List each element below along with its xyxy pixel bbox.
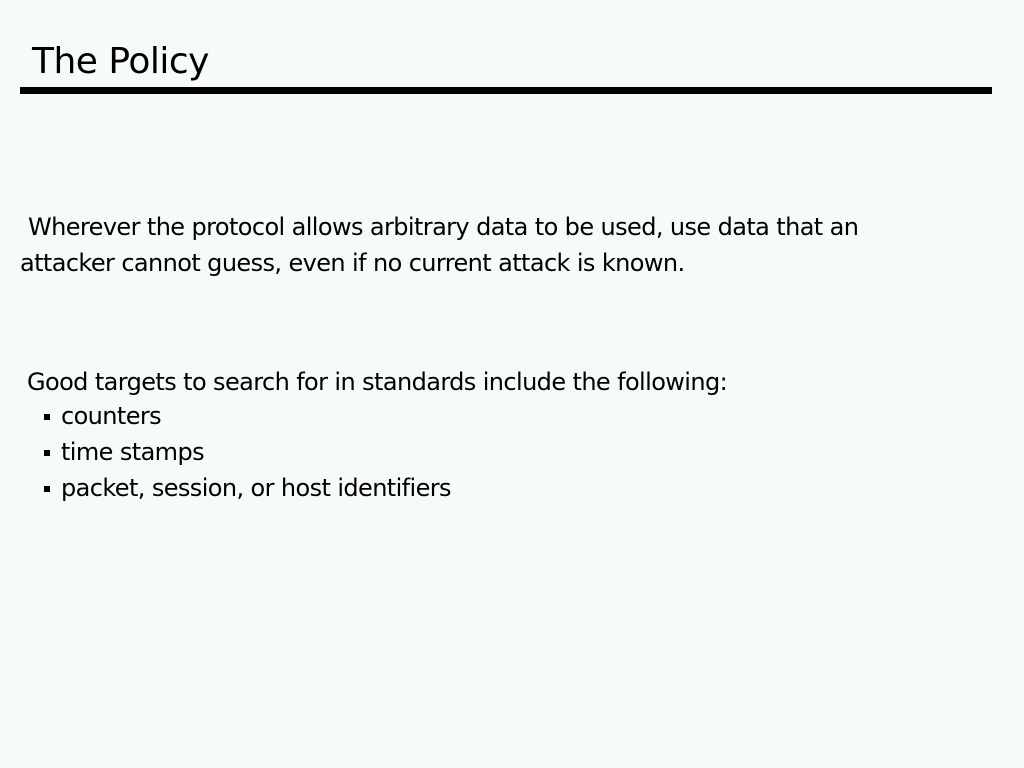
list-item (42, 470, 451, 506)
title-underline-rule (20, 87, 992, 94)
list-item (42, 434, 451, 470)
list-item-label: counters (61, 402, 162, 430)
list-item-label: time stamps (61, 438, 204, 466)
targets-bullet-list (42, 398, 451, 506)
targets-intro-text: Good targets to search for in standards include the following: (27, 368, 728, 396)
slide-title: The Policy (32, 41, 209, 82)
square-bullet-icon (44, 450, 50, 456)
list-item-label: packet, session, or host identifiers (61, 474, 451, 502)
list-item (42, 398, 451, 434)
policy-statement: Wherever the protocol allows arbitrary data to be used, use data that an attacker cannot guess, even if no current attack is known. (20, 213, 859, 277)
square-bullet-icon (44, 414, 50, 420)
square-bullet-icon (44, 486, 50, 492)
